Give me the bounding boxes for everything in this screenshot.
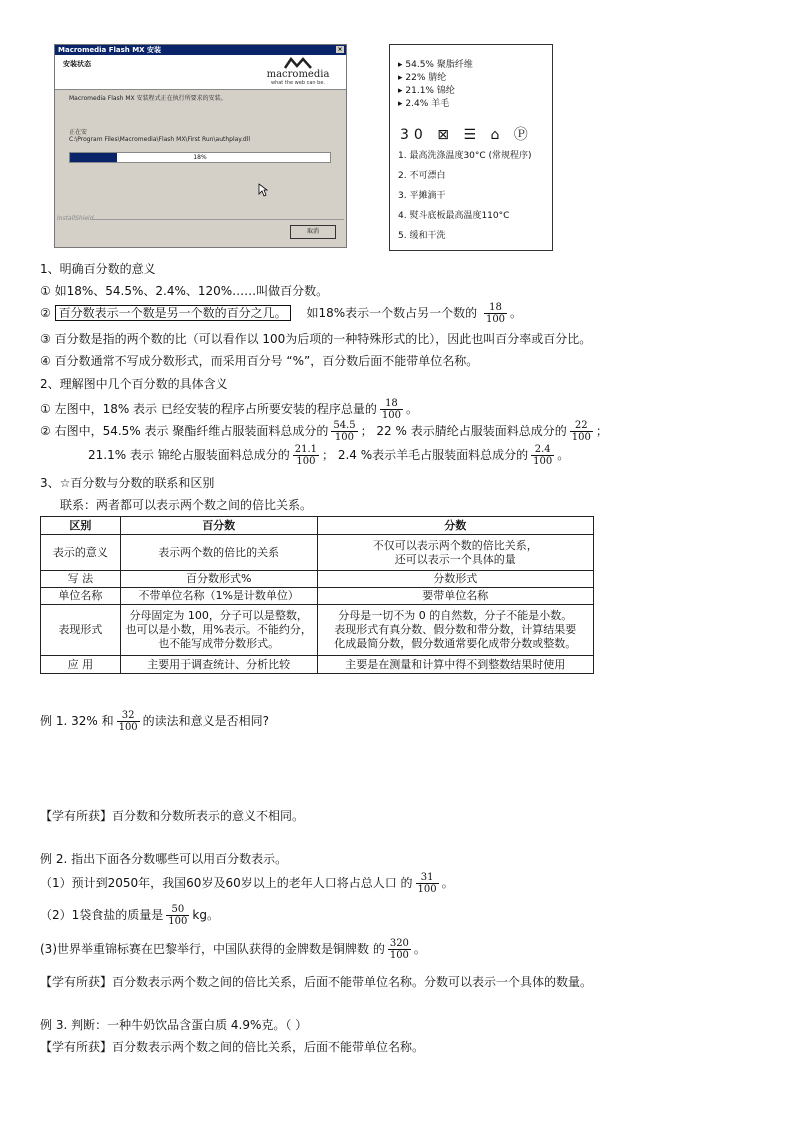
- comparison-table: [40, 516, 594, 674]
- s1-line-2: ② 百分数表示一个数是另一个数的百分之几。 如18%表示一个数占另一个数的 $\frac{18}{100}$ 。: [40, 302, 523, 325]
- installer-screenshot: [54, 44, 347, 248]
- install-path: C:\Program Files\Macromedia\Flash MX\First Run\authplay.dll: [69, 136, 251, 143]
- s1-line-4: ④ 百分数通常不写成分数形式，而采用百分号 “%”，百分数后面不能带单位名称。: [40, 354, 479, 368]
- s2-line-2: ② 右图中，54.5% 表示 聚酯纤维占服装面料总成分的 $\frac{54.5}{100}$ ； 22 % 表示腈纶占服装面料总成分的 $\frac{22}{100}$ ；: [40, 420, 608, 443]
- example-3: 例 3. 判断：一种牛奶饮品含蛋白质 4.9%克。（ ）: [40, 1018, 308, 1032]
- example-2-q2: （2）1袋食盐的质量是 $\frac{50}{100}$ kg。: [40, 904, 219, 927]
- care-instruction: 5. 缓和干洗: [398, 231, 446, 241]
- boxed-definition: 百分数表示一个数是另一个数的百分之几。: [55, 305, 291, 321]
- example-2-heading: 例 2. 指出下面各分数哪些可以用百分数表示。: [40, 852, 288, 866]
- fraction: $\frac{32}{100}$: [118, 710, 138, 733]
- fraction: $\frac{22}{100}$: [571, 420, 591, 443]
- divider: [91, 219, 344, 220]
- s3-link: 联系：两者都可以表示两个数之间的倍比关系。: [60, 498, 313, 512]
- example-2-q1: （1）预计到2050年，我国60岁及60岁以上的老年人口将占总人口 的 $\frac{31}{100}$ 。: [40, 872, 454, 895]
- fraction: $\frac{31}{100}$: [417, 872, 437, 895]
- table-header: 分数: [317, 517, 593, 535]
- example-2-q3: (3)世界举重锦标赛在巴黎举行，中国队获得的金牌数是铜牌数 的 $\frac{320}{100}$ 。: [40, 938, 426, 961]
- s2-line-1: ① 左图中，18% 表示 已经安装的程序占所要安装的程序总量的 $\frac{18}{100}$ 。: [40, 398, 418, 421]
- fraction: $\frac{21.1}{100}$: [294, 444, 318, 467]
- material-line: ▸ 22% 腈纶: [398, 73, 447, 83]
- macromedia-logo: macromedia what the web can be.: [258, 57, 338, 87]
- close-icon[interactable]: ×: [337, 46, 343, 53]
- example-2-gain: 【学有所获】百分数表示两个数之间的倍比关系，后面不能带单位名称。分数可以表示一个具体的数量。: [40, 975, 593, 989]
- table-header-row: [41, 517, 594, 535]
- progress-bar: [69, 152, 331, 163]
- example-1-gain: 【学有所获】百分数和分数所表示的意义不相同。: [40, 809, 305, 823]
- s1-line-3: ③ 百分数是指的两个数的比（可以看作以 100为后项的一种特殊形式的比），因此也叫百分率或百分比。: [40, 332, 592, 346]
- material-line: ▸ 2.4% 羊毛: [398, 99, 450, 109]
- section-2-heading: 2、理解图中几个百分数的具体含义: [40, 377, 228, 391]
- installer-status: Macromedia Flash MX 安装程式正在执行所要求的安装。: [69, 95, 227, 102]
- care-instruction: 1. 最高洗涤温度30°C (常规程序): [398, 151, 532, 161]
- care-instruction: 4. 熨斗底板最高温度110°C: [398, 211, 510, 221]
- table-header: 区别: [41, 517, 121, 535]
- table-row: 表示的意义 表示两个数的倍比的关系 不仅可以表示两个数的倍比关系， 还可以表示一个具体的量: [41, 535, 594, 571]
- fraction: $\frac{320}{100}$: [389, 938, 409, 961]
- section-3-heading: 3、☆百分数与分数的联系和区别: [40, 476, 215, 490]
- material-line: ▸ 54.5% 聚脂纤维: [398, 60, 473, 70]
- fraction: $\frac{18}{100}$: [381, 398, 401, 421]
- table-row: 单位名称 不带单位名称（1%是计数单位） 要带单位名称: [41, 588, 594, 605]
- installer-title: Macromedia Flash MX 安装: [58, 46, 162, 54]
- table-row: 表现形式 分母固定为 100，分子可以是整数， 也可以是小数，用%表示。不能约分， 也不能写成带分数形式。 分母是一切不为 0 的自然数，分子不能是小数。 表现形式有真分数、假分数和带分数，计算结果要 化成最简分数，假分数通常要化成带分数或整数。: [41, 605, 594, 656]
- installer-header-title: 安装状态: [63, 60, 91, 68]
- care-label: [389, 44, 553, 251]
- cancel-button[interactable]: 取消: [290, 225, 336, 239]
- fraction: $\frac{54.5}{100}$: [333, 420, 356, 443]
- installer-header: [55, 55, 346, 90]
- care-instruction: 3. 平摊滴干: [398, 191, 446, 201]
- macromedia-m-icon: [283, 57, 313, 69]
- example-3-gain: 【学有所获】百分数表示两个数之间的倍比关系，后面不能带单位名称。: [40, 1040, 425, 1054]
- s1-line-1: ① 如18%、54.5%、2.4%、120%……叫做百分数。: [40, 284, 329, 298]
- fraction: $\frac{2.4}{100}$: [533, 444, 553, 467]
- care-instruction: 2. 不可漂白: [398, 171, 446, 181]
- installer-titlebar: [55, 45, 346, 55]
- table-row: 写 法 百分数形式% 分数形式: [41, 571, 594, 588]
- care-symbols-icon: 30 ⊠ ☰ ⌂ Ⓟ: [400, 127, 533, 143]
- table-header: 百分数: [120, 517, 317, 535]
- s2-line-3: 21.1% 表示 锦纶占服装面料总成分的 $\frac{21.1}{100}$ ； 2.4 %表示羊毛占服装面料总成分的 $\frac{2.4}{100}$ 。: [88, 444, 570, 467]
- material-line: ▸ 21.1% 锦纶: [398, 86, 455, 96]
- progress-text: 18%: [193, 154, 207, 161]
- installing-label: 正在安: [69, 129, 88, 136]
- fraction: $\frac{50}{100}$: [168, 904, 188, 927]
- fraction: $\frac{18}{100}$: [485, 302, 506, 325]
- table-row: 应 用 主要用于调查统计、分析比较 主要是在测量和计算中得不到整数结果时使用: [41, 656, 594, 674]
- installshield-brand: InstallShield: [57, 215, 94, 222]
- example-1: 例 1. 32% 和 $\frac{32}{100}$ 的读法和意义是否相同?: [40, 710, 270, 733]
- section-1-heading: 1、明确百分数的意义: [40, 262, 156, 276]
- mouse-cursor-icon: [258, 183, 268, 197]
